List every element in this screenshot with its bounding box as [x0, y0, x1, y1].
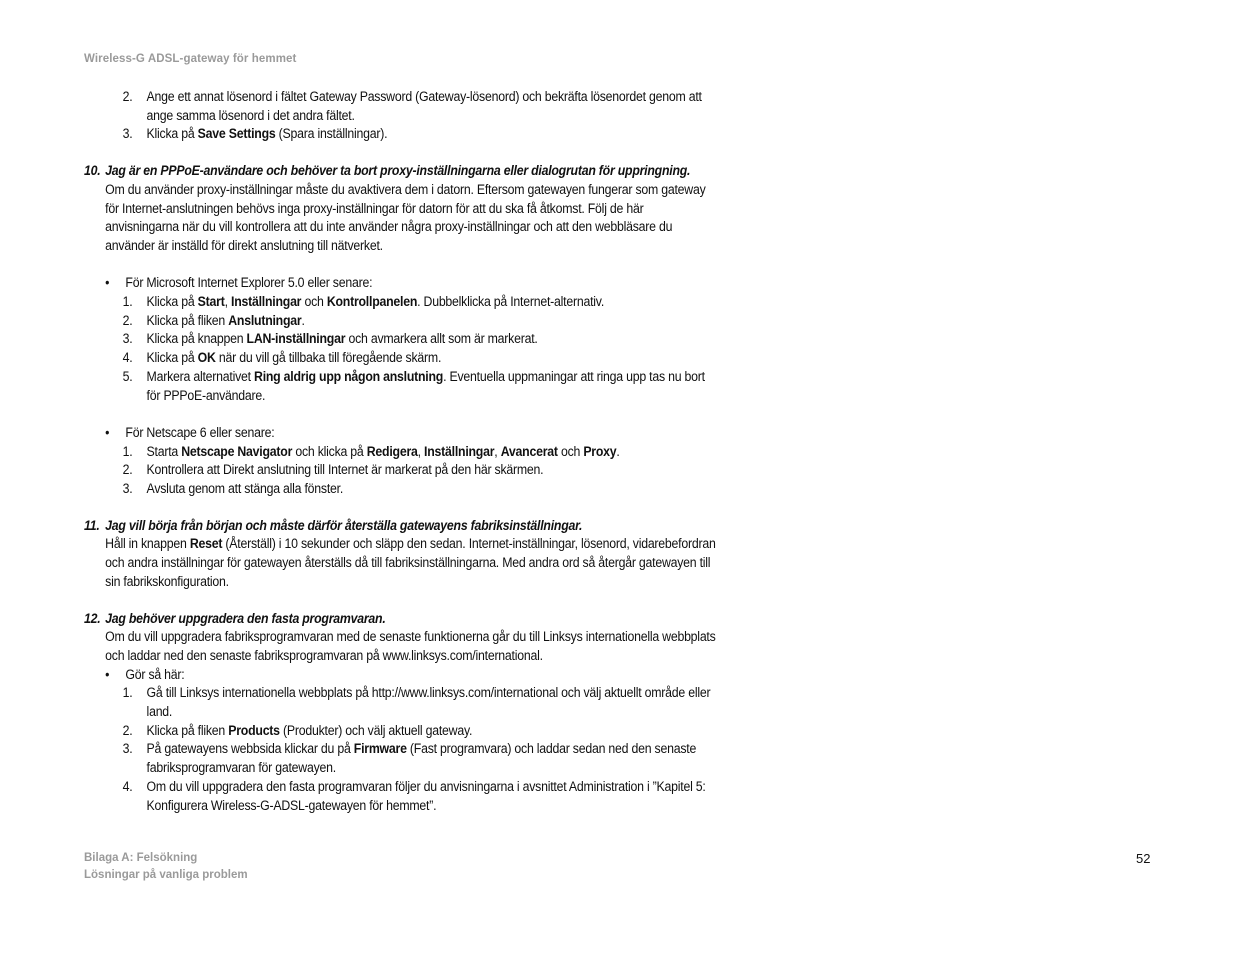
step-number: 3.: [122, 331, 133, 347]
question-10-text: Om du använder proxy-inställningar måste du avaktivera dem i datorn. Eftersom gatewayen fungerar som gateway för Internet-anslutningen behövs inga proxy-inställningar för datorn för att du ska få åtkomst. Följ de här anvisningarna när du vill kontrollera att du inte använder några proxy-inställningar och att den webbläsare du använder är inställd för direkt anslutning till nätverket.: [105, 181, 706, 253]
step-text: Om du vill uppgradera den fasta programvaran följer du anvisningarna i avsnittet Administration i ”Kapitel 5: Konfigurera Wireless-G-ADSL-gatewayen för hemmet”.: [146, 778, 706, 813]
step-item: [84, 443, 719, 462]
footer-chapter: Bilaga A: Felsökning: [84, 852, 198, 864]
step-item: [84, 349, 719, 368]
step-text: På gatewayens webbsida klickar du på Firmware (Fast programvara) och laddar sedan ned den senaste fabriksprogramvaran för gatewayen.: [146, 741, 697, 776]
step-number: 3.: [122, 481, 133, 497]
step-number: 5.: [122, 368, 133, 384]
step-text: Klicka på fliken Anslutningar.: [146, 312, 305, 328]
step-item: [84, 293, 719, 312]
steps-top: [84, 88, 719, 144]
step-text: Avsluta genom att stänga alla fönster.: [146, 481, 344, 497]
step-text: Klicka på knappen LAN-inställningar och avmarkera allt som är markerat.: [146, 331, 538, 347]
step-number: 1.: [122, 443, 133, 459]
page-content: [84, 88, 719, 815]
netscape-steps: [84, 443, 719, 499]
step-item: [84, 330, 719, 349]
step-number: 4.: [122, 350, 133, 366]
ie-steps: [84, 293, 719, 405]
step-text: Klicka på fliken Products (Produkter) och välj aktuell gateway.: [146, 722, 473, 738]
emphasized-term: Start: [197, 294, 225, 310]
emphasized-term: Inställningar: [230, 294, 302, 310]
bullet-dot: •: [105, 424, 110, 440]
step-number: 2.: [122, 722, 133, 738]
bullet-text: Gör så här:: [125, 666, 185, 682]
question-title: Jag vill börja från början och måste därför återställa gatewayens fabriksinställningar.: [105, 517, 583, 533]
step-text: Klicka på OK när du vill gå tillbaka till föregående skärm.: [146, 350, 442, 366]
step-item: [84, 125, 719, 144]
emphasized-term: Redigera: [366, 443, 418, 459]
emphasized-term: Save Settings: [197, 126, 276, 142]
bullet-ie: [84, 274, 719, 293]
emphasized-term: Reset: [189, 536, 223, 552]
page-number: 52: [1136, 851, 1151, 866]
step-number: 1.: [122, 685, 133, 701]
emphasized-term: Inställningar: [424, 443, 495, 459]
step-text: Markera alternativet Ring aldrig upp någon anslutning. Eventuella uppmaningar att ringa upp tas nu bort för PPPoE-användare.: [146, 368, 705, 403]
question-11-heading: [84, 517, 719, 536]
question-12-text: Om du vill uppgradera fabriksprogramvaran med de senaste funktionerna går du till Linksys internationella webbplats och laddar ned den senaste fabriksprogramvaran på www.linksys.com/international.: [105, 629, 716, 663]
step-text: Starta Netscape Navigator och klicka på Redigera, Inställningar, Avancerat och Proxy.: [146, 443, 620, 459]
bullet-netscape: [84, 424, 719, 443]
step-number: 4.: [122, 778, 133, 794]
bullet-dot: •: [105, 666, 110, 682]
emphasized-term: Firmware: [353, 741, 407, 757]
step-item: [84, 684, 719, 721]
step-text: Kontrollera att Direkt anslutning till Internet är markerat på den här skärmen.: [146, 462, 544, 478]
question-title: Jag behöver uppgradera den fasta programvaran.: [105, 610, 386, 626]
bullet-gor-sa-har: [84, 666, 719, 685]
question-number: 10.: [84, 163, 101, 179]
step-number: 1.: [122, 294, 133, 310]
step-item: [84, 461, 719, 480]
question-number: 12.: [84, 610, 101, 626]
step-number: 2.: [122, 89, 133, 104]
footer-section: Lösningar på vanliga problem: [84, 868, 248, 881]
question-10-heading: [84, 162, 719, 181]
step-number: 2.: [122, 462, 133, 478]
step-item: [84, 368, 719, 405]
bullet-text: För Netscape 6 eller senare:: [125, 424, 275, 440]
emphasized-term: Kontrollpanelen: [326, 294, 418, 310]
bullet-dot: •: [105, 275, 110, 291]
emphasized-term: Netscape Navigator: [181, 443, 293, 459]
step-item: [84, 778, 719, 815]
step-text: Klicka på Start, Inställningar och Kontrollpanelen. Dubbelklicka på Internet-alternativ.: [146, 294, 605, 310]
step-item: [84, 88, 719, 125]
question-number: 11.: [84, 517, 100, 533]
emphasized-term: Proxy: [583, 443, 617, 459]
question-title: Jag är en PPPoE-användare och behöver ta bort proxy-inställningarna eller dialogrutan för uppringning.: [105, 163, 691, 179]
emphasized-term: OK: [197, 350, 216, 366]
step-number: 3.: [122, 126, 133, 142]
step-text: Ange ett annat lösenord i fältet Gateway Password (Gateway-lösenord) och bekräfta lösenordet genom att ange samma lösenord i det andra fältet.: [146, 89, 702, 123]
step-number: 2.: [122, 312, 133, 328]
emphasized-term: Avancerat: [500, 443, 558, 459]
emphasized-term: Ring aldrig upp någon anslutning: [254, 368, 444, 384]
emphasized-term: LAN-inställningar: [246, 331, 346, 347]
question-11-text: Håll in knappen Reset (Återställ) i 10 sekunder och släpp den sedan. Internet-inställningar, lösenord, vidarebefordran och andra inställningar för gatewayen återställs då till fabriksinställningarna. Med andra ord så återgår gatewayen till sin fabrikskonfiguration.: [105, 536, 716, 589]
step-text: Gå till Linksys internationella webbplats på http://www.linksys.com/international och välj aktuellt område eller land.: [146, 685, 711, 720]
step-item: [84, 722, 719, 741]
emphasized-term: Products: [228, 722, 280, 738]
bullet-text: För Microsoft Internet Explorer 5.0 eller senare:: [125, 275, 373, 291]
step-item: [84, 480, 719, 499]
step-item: [84, 312, 719, 331]
step-text: Klicka på Save Settings (Spara inställningar).: [146, 126, 388, 142]
question-12-heading: [84, 610, 719, 629]
upgrade-steps: [84, 684, 719, 815]
running-header: Wireless-G ADSL-gateway för hemmet: [84, 53, 297, 65]
emphasized-term: Anslutningar: [228, 312, 302, 328]
step-item: [84, 740, 719, 777]
step-number: 3.: [122, 741, 133, 757]
running-footer: [84, 850, 248, 883]
